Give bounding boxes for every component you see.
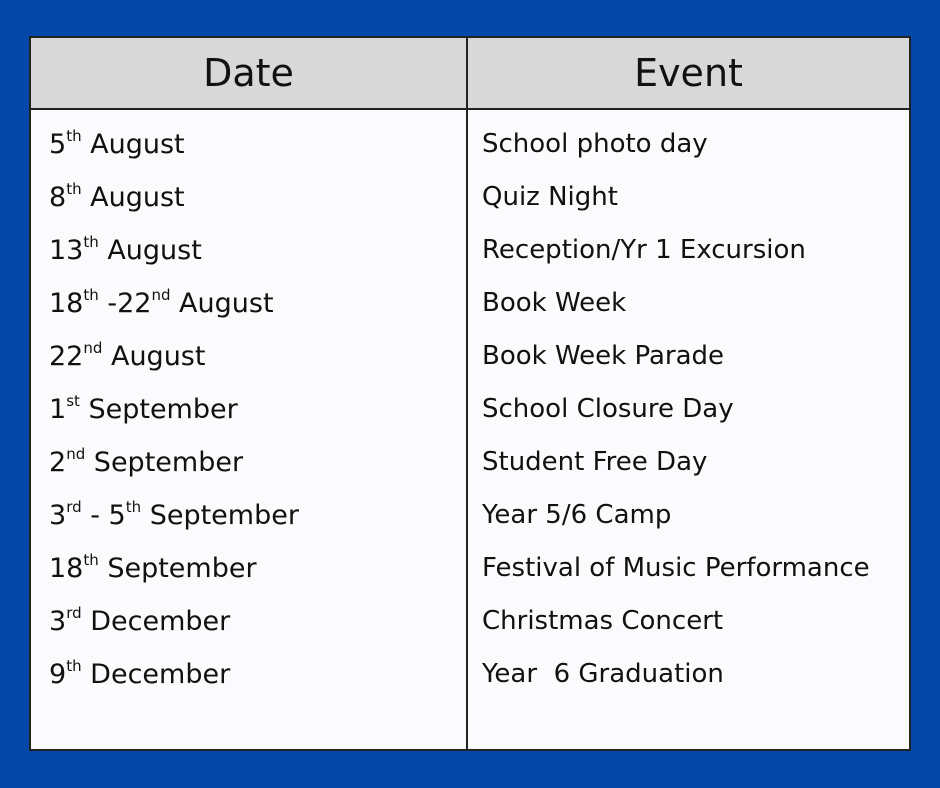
event-cell: Book Week Parade	[482, 341, 725, 371]
date-text: 13	[49, 235, 84, 266]
date-text: August	[81, 182, 185, 213]
date-cell	[49, 436, 243, 489]
date-ordinal-suffix: th	[125, 498, 142, 516]
date-text: December	[81, 659, 231, 690]
event-cell: Student Free Day	[482, 447, 708, 477]
date-ordinal-suffix: nd	[151, 286, 171, 304]
date-text: September	[79, 394, 238, 425]
date-text: August	[81, 129, 185, 160]
date-text: - 5	[81, 500, 126, 531]
date-text: August	[102, 341, 206, 372]
event-cell: Year 5/6 Camp	[482, 500, 672, 530]
date-ordinal-suffix: rd	[66, 604, 82, 622]
date-ordinal-suffix: nd	[83, 339, 103, 357]
header-date: Date	[203, 51, 294, 95]
date-text: 22	[49, 341, 84, 372]
date-text: September	[141, 500, 299, 531]
event-cell: Reception/Yr 1 Excursion	[482, 235, 806, 265]
date-cell	[49, 489, 299, 542]
event-cell: Quiz Night	[482, 182, 618, 212]
event-cell: Festival of Music Performance	[482, 553, 870, 583]
event-cell: School Closure Day	[482, 394, 734, 424]
date-cell	[49, 542, 257, 595]
date-text: 2	[49, 447, 67, 478]
date-text: December	[81, 606, 231, 637]
date-ordinal-suffix: rd	[66, 498, 82, 516]
date-cell	[49, 118, 185, 171]
date-cell	[49, 277, 274, 330]
date-text: 5	[49, 129, 67, 160]
table-header	[31, 38, 909, 110]
event-cell: Christmas Concert	[482, 606, 724, 636]
date-text: September	[98, 553, 257, 584]
date-cell	[49, 648, 230, 701]
date-cell	[49, 330, 205, 383]
date-text: 9	[49, 659, 67, 690]
date-ordinal-suffix: th	[66, 657, 82, 675]
date-text: 18	[49, 288, 84, 319]
date-text: August	[170, 288, 274, 319]
date-ordinal-suffix: th	[83, 233, 99, 251]
date-text: August	[98, 235, 202, 266]
date-ordinal-suffix: th	[83, 551, 99, 569]
date-cell	[49, 171, 185, 224]
date-text: -22	[98, 288, 152, 319]
date-ordinal-suffix: th	[66, 180, 82, 198]
event-cell: School photo day	[482, 129, 708, 159]
event-cell: Year 6 Graduation	[482, 659, 724, 689]
date-ordinal-suffix: nd	[66, 445, 86, 463]
event-cell: Book Week	[482, 288, 627, 318]
date-text: 18	[49, 553, 84, 584]
date-text: 3	[49, 500, 67, 531]
header-event: Event	[634, 51, 743, 95]
date-cell	[49, 224, 202, 277]
events-table	[29, 36, 911, 751]
date-text: September	[85, 447, 244, 478]
date-ordinal-suffix: th	[66, 127, 82, 145]
date-ordinal-suffix: th	[83, 286, 99, 304]
column-divider	[466, 38, 468, 749]
date-cell	[49, 595, 230, 648]
date-ordinal-suffix: st	[66, 392, 80, 410]
date-text: 8	[49, 182, 67, 213]
date-text: 3	[49, 606, 67, 637]
date-cell	[49, 383, 238, 436]
date-text: 1	[49, 394, 67, 425]
